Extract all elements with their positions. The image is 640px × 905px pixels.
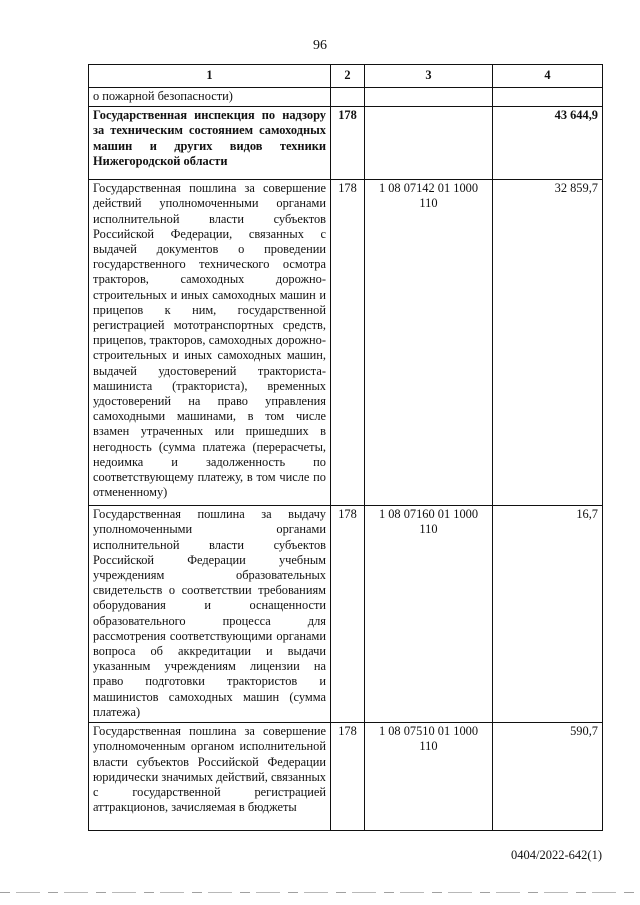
- amount-cell: [493, 88, 603, 107]
- column-header: 3: [365, 65, 493, 88]
- classification-code-cell: [365, 107, 493, 180]
- description-cell: Государственная инспекция по надзору за техническим состоянием самоходных машин и других видов техники Нижегородской области: [89, 107, 331, 180]
- amount-cell: 32 859,7: [493, 180, 603, 506]
- description-cell: Государственная пошлина за выдачу уполномоченными органами исполнительной власти субъектов Российской Федерации учебным учреждениям образовательных свидетельств о соответствии требованиям оборудования и оснащенности образовательного процесса для рассмотрения соответствующими органами вопроса об аккредитации и выдачи указанным учреждениям лицензии на право подготовки трактористов и машинистов самоходных машин (сумма платежа): [89, 506, 331, 723]
- amount-cell: 16,7: [493, 506, 603, 723]
- description-cell: Государственная пошлина за совершение действий уполномоченными органами исполнительной власти субъектов Российской Федерации, связанных с выдачей документов о проведении государственного технического осмотра тракторов, самоходных дорожно-строительных и иных самоходных машин и прицепов к ним, государственной регистрацией мототранспортных средств, прицепов, тракторов, самоходных дорожно-строительных и иных самоходных машин, выдачей удостоверений тракториста-машиниста (тракториста), временных удостоверений на право управления самоходными машинами, в том числе взамен утраченных или пришедших в негодность (сумма платежа (перерасчеты, недоимка и задолженность по соответствующему платежу, в том числе по отмененному): [89, 180, 331, 506]
- classification-code-cell: 1 08 07510 01 1000 110: [365, 723, 493, 831]
- table-row: [89, 88, 603, 107]
- code-cell: 178: [331, 506, 365, 723]
- code-cell: 178: [331, 723, 365, 831]
- scan-artifact-line: [0, 892, 640, 893]
- code-cell: 178: [331, 107, 365, 180]
- document-number-footer: 0404/2022-642(1): [511, 848, 602, 862]
- code-cell: 178: [331, 180, 365, 506]
- classification-code-cell: 1 08 07160 01 1000 110: [365, 506, 493, 723]
- description-cell: о пожарной безопасности): [89, 88, 331, 107]
- classification-code-cell: [365, 88, 493, 107]
- budget-table: [88, 64, 603, 831]
- classification-code-cell: 1 08 07142 01 1000 110: [365, 180, 493, 506]
- table-row: [89, 107, 603, 180]
- table-header-row: [89, 65, 603, 88]
- amount-cell: 590,7: [493, 723, 603, 831]
- column-header: 4: [493, 65, 603, 88]
- table-row: [89, 506, 603, 723]
- page-number: 96: [313, 38, 327, 53]
- column-header: 2: [331, 65, 365, 88]
- column-header: 1: [89, 65, 331, 88]
- description-cell: Государственная пошлина за совершение уполномоченным органом исполнительной власти субъектов Российской Федерации юридически значимых действий, связанных с государственной регистрацией аттракционов, зачисляемая в бюджеты: [89, 723, 331, 831]
- amount-cell: 43 644,9: [493, 107, 603, 180]
- code-cell: [331, 88, 365, 107]
- table-row: [89, 180, 603, 506]
- table-row: [89, 723, 603, 831]
